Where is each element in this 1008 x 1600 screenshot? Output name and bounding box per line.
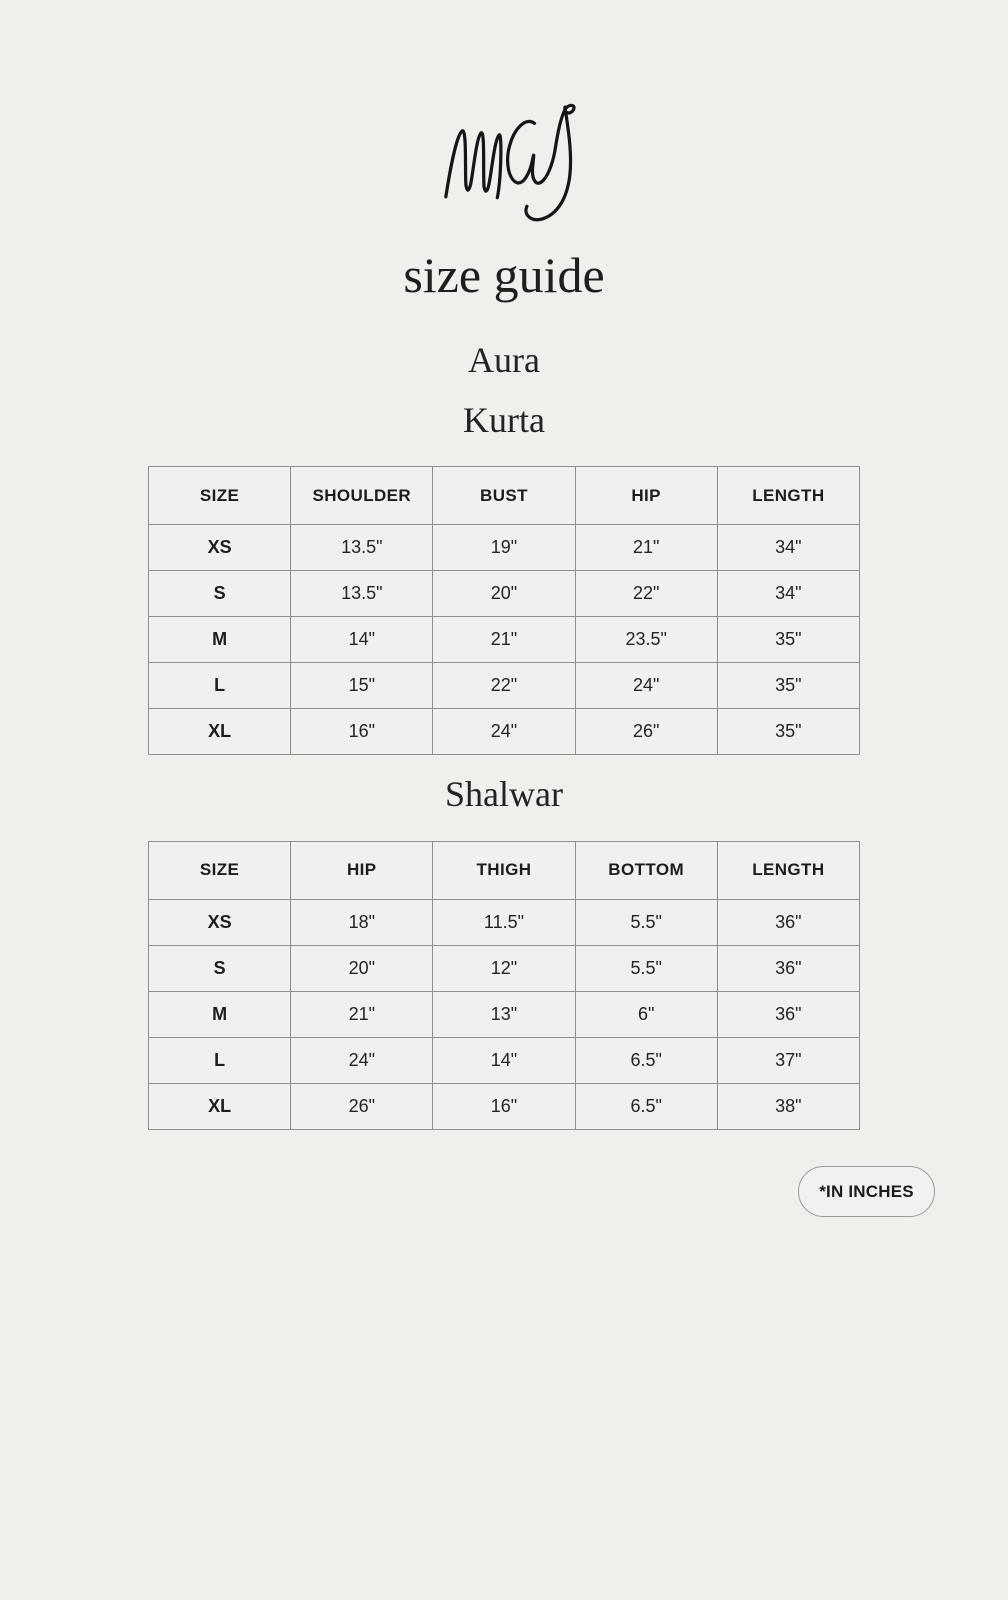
measurement-cell: 21" [575, 525, 717, 571]
column-header: HIP [575, 467, 717, 525]
measurement-cell: 6.5" [575, 1083, 717, 1129]
size-label-cell: XL [149, 709, 291, 755]
measurement-cell: 26" [575, 709, 717, 755]
table-row [149, 571, 860, 617]
section-title: Kurta [463, 399, 545, 440]
collection-name: Aura [468, 340, 540, 380]
table-row [149, 709, 860, 755]
column-header: LENGTH [717, 467, 859, 525]
size-label-cell: XL [149, 1083, 291, 1129]
table-row [149, 991, 860, 1037]
measurement-cell: 38" [717, 1083, 859, 1129]
table-header-row [149, 467, 860, 525]
measurement-cell: 26" [291, 1083, 433, 1129]
measurement-cell: 24" [291, 1037, 433, 1083]
in-inches-badge: *IN INCHES [798, 1166, 935, 1217]
section-title: Shalwar [445, 774, 563, 815]
mw-signature-logo-icon [418, 90, 590, 233]
measurement-cell: 19" [433, 525, 575, 571]
measurement-cell: 36" [717, 945, 859, 991]
page-title: size guide [403, 247, 605, 303]
measurement-cell: 35" [717, 617, 859, 663]
measurement-cell: 22" [575, 571, 717, 617]
size-label-cell: L [149, 663, 291, 709]
measurement-cell: 21" [291, 991, 433, 1037]
table-row [149, 1037, 860, 1083]
kurta-size-table [148, 466, 860, 755]
measurement-cell: 34" [717, 525, 859, 571]
section-kurta [0, 401, 1008, 756]
size-label-cell: M [149, 617, 291, 663]
size-label-cell: L [149, 1037, 291, 1083]
measurement-cell: 23.5" [575, 617, 717, 663]
table-row [149, 617, 860, 663]
section-shalwar [0, 775, 1008, 1130]
column-header: HIP [291, 841, 433, 899]
size-label-cell: M [149, 991, 291, 1037]
measurement-cell: 36" [717, 991, 859, 1037]
size-label-cell: XS [149, 525, 291, 571]
column-header: SHOULDER [291, 467, 433, 525]
size-label-cell: S [149, 945, 291, 991]
measurement-cell: 24" [575, 663, 717, 709]
measurement-cell: 16" [291, 709, 433, 755]
size-label-cell: XS [149, 899, 291, 945]
column-header: SIZE [149, 467, 291, 525]
measurement-cell: 35" [717, 709, 859, 755]
measurement-cell: 15" [291, 663, 433, 709]
column-header: THIGH [433, 841, 575, 899]
measurement-cell: 13.5" [291, 525, 433, 571]
measurement-cell: 13.5" [291, 571, 433, 617]
measurement-cell: 35" [717, 663, 859, 709]
measurement-cell: 34" [717, 571, 859, 617]
table-row [149, 899, 860, 945]
measurement-cell: 13" [433, 991, 575, 1037]
column-header: LENGTH [717, 841, 859, 899]
measurement-cell: 14" [291, 617, 433, 663]
measurement-cell: 37" [717, 1037, 859, 1083]
measurement-cell: 24" [433, 709, 575, 755]
brand-logo [0, 0, 1008, 238]
column-header: SIZE [149, 841, 291, 899]
shalwar-size-table [148, 841, 860, 1130]
table-row [149, 663, 860, 709]
measurement-cell: 5.5" [575, 899, 717, 945]
measurement-cell: 14" [433, 1037, 575, 1083]
column-header: BOTTOM [575, 841, 717, 899]
table-header-row [149, 841, 860, 899]
measurement-cell: 5.5" [575, 945, 717, 991]
column-header: BUST [433, 467, 575, 525]
size-label-cell: S [149, 571, 291, 617]
measurement-cell: 20" [433, 571, 575, 617]
measurement-cell: 36" [717, 899, 859, 945]
table-row [149, 1083, 860, 1129]
measurement-cell: 21" [433, 617, 575, 663]
measurement-cell: 12" [433, 945, 575, 991]
measurement-cell: 18" [291, 899, 433, 945]
measurement-cell: 16" [433, 1083, 575, 1129]
measurement-cell: 20" [291, 945, 433, 991]
measurement-cell: 6.5" [575, 1037, 717, 1083]
measurement-cell: 11.5" [433, 899, 575, 945]
table-row [149, 945, 860, 991]
table-row [149, 525, 860, 571]
measurement-cell: 6" [575, 991, 717, 1037]
measurement-cell: 22" [433, 663, 575, 709]
